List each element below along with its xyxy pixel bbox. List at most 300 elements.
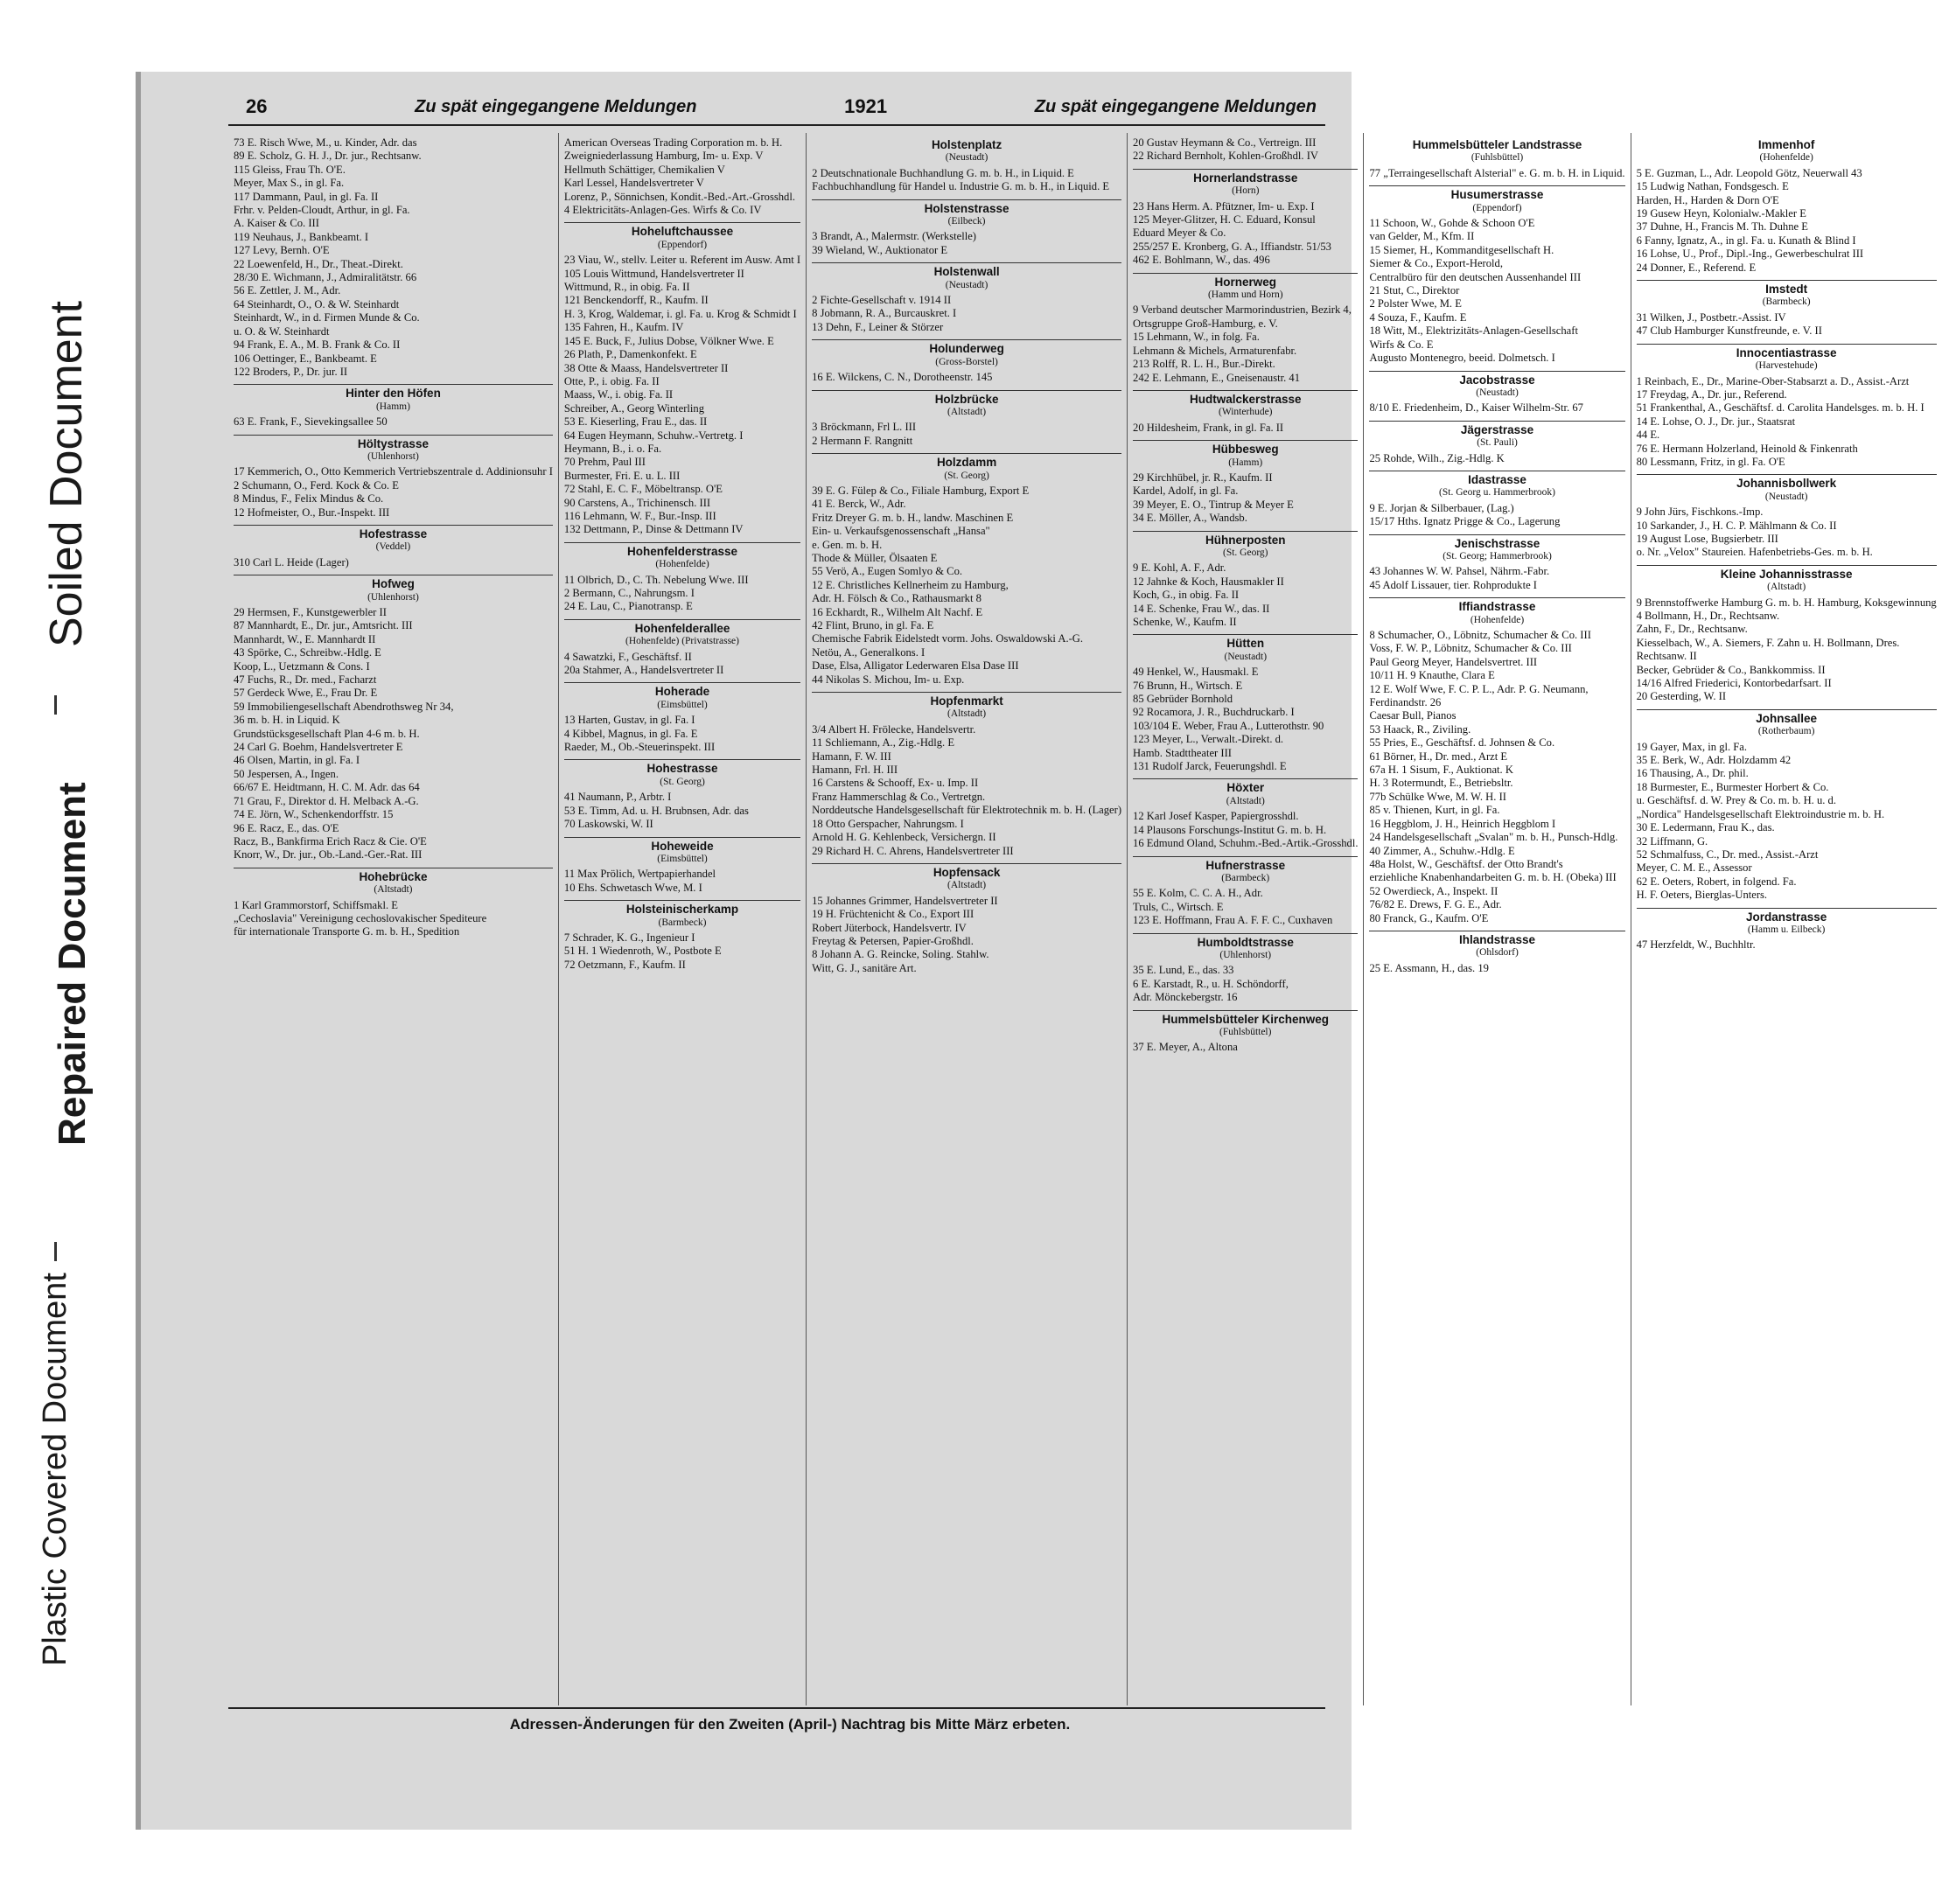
address-entry: 15 Siemer, H., Kommanditgesellschaft H. <box>1369 243 1554 256</box>
address-entry: 71 Grau, F., Direktor d. H. Melback A.-G. <box>234 794 419 807</box>
address-entry: 39 Meyer, E. O., Tintrup & Meyer E <box>1133 498 1294 511</box>
district-label: (St. Georg; Hammerbrook) <box>1443 550 1552 561</box>
address-entry: 145 E. Buck, F., Julius Dobse, Völkner Wwe. E <box>563 334 774 347</box>
address-entry: Hamann, F. W. III <box>812 750 891 763</box>
address-entry: 13 Dehn, F., Leiner & Störzer <box>812 320 944 333</box>
street-heading: Innocentiastrasse <box>1637 344 1937 359</box>
address-entry: 15 Ludwig Nathan, Fondsgesch. E <box>1636 180 1789 193</box>
street-heading: Idastrasse <box>1369 471 1624 486</box>
address-entry: 35 E. Lund, E., das. 33 <box>1133 964 1234 977</box>
address-entry: H. F. Oeters, Bierglas-Unters. <box>1636 889 1768 902</box>
address-entry: 10 Ehs. Schwetasch Wwe, M. I <box>563 881 702 894</box>
address-entry: 15/17 Hths. Ignatz Prigge & Co., Lagerung <box>1369 515 1561 528</box>
document-page <box>136 72 1937 1830</box>
address-entry: 2 Deutschnationale Buchhandlung G. m. b. H., in Liquid. E <box>812 166 1074 179</box>
address-entry: Zahn, F., Dr., Rechtsanw. <box>1636 623 1748 636</box>
address-entry: 21 Stut, C., Direktor <box>1369 284 1460 297</box>
address-entry: 43 Spörke, C., Schreibw.-Hdlg. E <box>234 646 381 659</box>
address-entry: 76 E. Hermann Holzerland, Heinold & Finkenrath <box>1636 442 1858 455</box>
address-entry: 8/10 E. Friedenheim, D., Kaiser Wilhelm-Str. 67 <box>1369 401 1583 415</box>
directory-columns <box>228 133 1937 1705</box>
address-entry: 123 E. Hoffmann, Frau A. F. F. C., Cuxhaven <box>1133 914 1333 927</box>
address-entry: 29 Richard H. C. Ahrens, Handelsvertreter III <box>812 844 1014 857</box>
address-entry: 4 Kibbel, Magnus, in gl. Fa. E <box>563 727 698 740</box>
directory-column <box>228 133 559 1705</box>
district-label: (Veddel) <box>375 541 411 553</box>
address-entry: 8 Mindus, F., Felix Mindus & Co. <box>234 492 384 506</box>
address-entry: 3 Brandt, A., Malermstr. (Werkstelle) <box>812 230 976 243</box>
district-label: (Hamm) <box>1228 457 1263 468</box>
address-entry: Fachbuchhandlung für Handel u. Industrie G. m. b. H., in Liquid. E <box>812 180 1110 193</box>
address-entry: A. Kaiser & Co. III <box>234 217 319 230</box>
district-label: (Altstadt) <box>947 880 987 891</box>
address-entry: Norddeutsche Handelsgesellschaft für Elektrotechnik m. b. H. (Lager) <box>812 804 1122 817</box>
address-entry: 12 E. Christliches Kellnerheim zu Hamburg, <box>812 578 1009 591</box>
address-entry: 73 E. Risch Wwe, M., u. Kinder, Adr. das <box>234 136 417 149</box>
address-entry: Adr. H. Fölsch & Co., Rathausmarkt 8 <box>812 592 981 605</box>
address-entry: Arnold H. G. Kehlenbeck, Versichergn. II <box>812 831 996 844</box>
address-entry: 51 H. 1 Wiedenroth, W., Postbote E <box>563 945 722 958</box>
separator-mark <box>54 695 57 715</box>
address-entry: H. 3, Krog, Waldemar, i. gl. Fa. u. Krog & Schmidt I <box>563 307 797 320</box>
address-entry: 77 „Terraingesellschaft Alsterial" e. G. m. b. H. in Liquid. <box>1369 166 1625 179</box>
address-entry: 2 Polster Wwe, M. E <box>1369 297 1462 310</box>
address-entry: Meyer, C. M. E., Assessor <box>1636 861 1752 875</box>
address-entry: 85 Gebrüder Bornhold <box>1133 693 1233 706</box>
address-entry: Thode & Müller, Ölsaaten E <box>812 551 938 564</box>
address-entry: Paul Georg Meyer, Handelsvertret. III <box>1369 655 1538 668</box>
address-entry: 122 Broders, P., Dr. jur. II <box>234 365 348 378</box>
district-label: (Hohenfelde) (Privatstrasse) <box>625 636 739 647</box>
address-entry: 32 Liffmann, G. <box>1636 834 1708 847</box>
address-entry: 14 Plausons Forschungs-Institut G. m. b. H. <box>1133 823 1327 836</box>
address-entry: 10 Sarkander, J., H. C. P. Mählmann & Co. II <box>1636 519 1837 532</box>
street-heading: Humboldtstrasse <box>1133 933 1358 949</box>
address-entry: 18 Otto Gerspacher, Nahrungsm. I <box>812 817 964 830</box>
address-entry: 57 Gerdeck Wwe, E., Frau Dr. E <box>234 687 378 700</box>
address-entry: 41 Naumann, P., Arbtr. I <box>563 791 672 804</box>
address-entry: Schenke, W., Kaufm. II <box>1133 616 1237 628</box>
street-heading: Hummelsbütteler Kirchenweg <box>1133 1010 1358 1026</box>
street-heading: Hornerweg <box>1133 273 1358 289</box>
address-entry: 4 Sawatzki, F., Geschäftsf. II <box>563 650 692 663</box>
district-label: (Eimsbüttel) <box>657 853 708 864</box>
address-entry: 19 H. Früchtenicht & Co., Export III <box>812 908 974 921</box>
address-entry: 18 Witt, M., Elektrizitäts-Anlagen-Gesellschaft <box>1369 324 1578 338</box>
address-entry: 24 Donner, E., Referend. E <box>1636 261 1757 274</box>
address-entry: Grundstücksgesellschaft Plan 4-6 m. b. H. <box>234 727 420 740</box>
address-entry: Zweigniederlassung Hamburg, Im- u. Exp. V <box>563 150 764 163</box>
address-entry: 8 Jobmann, R. A., Burcauskret. I <box>812 307 957 320</box>
district-label: (Eppendorf) <box>1472 202 1522 213</box>
street-heading: Holzbrücke <box>812 390 1121 406</box>
district-label: (Uhlenhorst) <box>367 450 419 462</box>
address-entry: 103/104 E. Weber, Frau A., Lutterothstr. 90 <box>1133 719 1324 732</box>
district-label: (Altstadt) <box>947 406 987 417</box>
address-entry: 64 Eugen Heymann, Schuhw.-Vertretg. I <box>563 429 744 442</box>
district-label: (Uhlenhorst) <box>1219 949 1272 960</box>
address-entry: Racz, B., Bankfirma Erich Racz & Cie. O'E <box>234 834 427 847</box>
address-entry: u. Geschäftsf. d. W. Prey & Co. m. b. H. u. d. <box>1636 794 1836 807</box>
district-label: (Gross-Borstel) <box>935 356 998 367</box>
address-entry: Knorr, W., Dr. jur., Ob.-Land.-Ger.-Rat. III <box>234 848 423 861</box>
address-entry: 22 Richard Bernholt, Kohlen-Großhdl. IV <box>1133 150 1318 163</box>
street-heading: Jordanstrasse <box>1637 908 1937 924</box>
address-entry: Mannhardt, W., E. Mannhardt II <box>234 632 376 645</box>
street-heading: Holstenplatz <box>931 138 1002 151</box>
address-entry: Schreiber, A., Georg Winterling <box>563 401 705 415</box>
address-entry: Augusto Montenegro, beeid. Dolmetsch. I <box>1369 352 1555 365</box>
district-label: (Hamm u. Eilbeck) <box>1747 924 1826 935</box>
address-entry: 63 E. Frank, F., Sievekingsallee 50 <box>234 415 388 429</box>
address-entry: 20 Gustav Heymann & Co., Vertreign. III <box>1133 136 1317 149</box>
address-entry: „Cechoslavia" Vereinigung cechoslovakischer Spediteure <box>234 911 487 924</box>
address-entry: Steinhardt, W., in d. Firmen Munde & Co. <box>234 311 420 324</box>
address-entry: Karl Lessel, Handelsvertreter V <box>563 177 704 190</box>
address-entry: Witt, G. J., sanitäre Art. <box>812 961 917 974</box>
street-heading: Hofweg <box>234 575 553 590</box>
district-label: (Ohlsdorf) <box>1476 947 1519 959</box>
street-heading: Johnsallee <box>1637 709 1937 725</box>
address-entry: 9 John Jürs, Fischkons.-Imp. <box>1636 506 1764 519</box>
address-entry: 64 Steinhardt, O., O. & W. Steinhardt <box>234 297 400 310</box>
address-entry: 24 E. Lau, C., Pianotransp. E <box>563 600 693 613</box>
address-entry: 89 E. Scholz, G. H. J., Dr. jur., Rechtsanw. <box>234 150 422 163</box>
address-entry: 39 E. G. Fülep & Co., Filiale Hamburg, Export E <box>812 484 1030 497</box>
address-entry: 76/82 E. Drews, F. G. E., Adr. <box>1369 898 1502 911</box>
address-entry: Franz Hammerschlag & Co., Vertretgn. <box>812 790 986 803</box>
address-entry: Harden, H., Harden & Dorn O'E <box>1636 193 1779 206</box>
address-entry: erziehliche Knabenhandarbeiten G. m. b. H. (Obeka) III <box>1369 871 1617 884</box>
district-label: (Rotherbaum) <box>1757 726 1815 737</box>
street-heading: Hohenfelderallee <box>564 619 800 635</box>
street-heading: Hopfensack <box>812 863 1121 879</box>
district-label: (St. Georg) <box>1222 547 1268 558</box>
address-entry: 40 Zimmer, A., Schuhw.-Hdlg. E <box>1369 844 1515 857</box>
address-entry: Siemer & Co., Export-Herold, <box>1369 257 1503 270</box>
address-entry: 87 Mannhardt, E., Dr. jur., Amtsricht. III <box>234 619 413 632</box>
address-entry: 105 Louis Wittmund, Handelsvertreter II <box>563 267 744 280</box>
address-entry: 20a Stahmer, A., Handelsvertreter II <box>563 664 724 677</box>
address-entry: 47 Fuchs, R., Dr. med., Facharzt <box>234 673 377 687</box>
address-entry: 310 Carl L. Heide (Lager) <box>234 555 349 568</box>
address-entry: 39 Wieland, W., Auktionator E <box>812 243 948 256</box>
address-entry: 19 Gayer, Max, in gl. Fa. <box>1636 740 1748 753</box>
address-entry: 49 Henkel, W., Hausmakl. E <box>1133 666 1259 679</box>
address-entry: Lehmann & Michels, Armaturenfabr. <box>1133 344 1297 357</box>
address-entry: o. Nr. „Velox" Staureien. Hafenbetriebs-Ges. m. b. H. <box>1636 546 1873 559</box>
address-entry: 72 Oetzmann, F., Kaufm. II <box>563 958 686 971</box>
street-heading: Holstenwall <box>812 262 1121 278</box>
address-entry: 213 Rolff, R. L. H., Bur.-Direkt. <box>1133 358 1275 371</box>
street-heading: Hummelsbütteler Landstrasse <box>1412 138 1582 151</box>
address-entry: Fritz Dreyer G. m. b. H., landw. Maschinen E <box>812 511 1014 524</box>
address-entry: 28/30 E. Wichmann, J., Admiralitätstr. 66 <box>234 271 417 284</box>
street-heading: Holzdamm <box>812 453 1121 469</box>
address-entry: 13 Harten, Gustav, in gl. Fa. I <box>563 714 695 727</box>
street-heading: Kleine Johannisstrasse <box>1637 565 1937 581</box>
district-label: (Eimsbüttel) <box>657 699 708 710</box>
district-label: (Hamm) <box>375 401 410 412</box>
address-entry: 11 Olbrich, D., C. Th. Nebelung Wwe. III <box>563 573 749 586</box>
address-entry: Wirfs & Co. E <box>1369 338 1434 351</box>
address-entry: 35 E. Berk, W., Adr. Holzdamm 42 <box>1636 754 1792 767</box>
address-entry: Kiesselbach, W., A. Siemers, F. Zahn u. H. Bollmann, Dres. <box>1636 636 1900 649</box>
page-number: 26 <box>246 95 268 117</box>
address-entry: Heymann, B., i. o. Fa. <box>563 442 662 455</box>
address-entry: 52 Schmalfuss, C., Dr. med., Assist.-Arzt <box>1636 847 1819 861</box>
district-label: (Altstadt) <box>1226 795 1265 806</box>
address-entry: Rechtsanw. II <box>1636 650 1697 663</box>
address-entry: 1 Reinbach, E., Dr., Marine-Ober-Stabsarzt a. D., Assist.-Arzt <box>1636 374 1910 387</box>
district-label: (Barmbeck) <box>1762 296 1811 308</box>
address-entry: 17 Freydag, A., Dr. jur., Referend. <box>1636 387 1787 401</box>
address-entry: 92 Rocamora, J. R., Buchdruckarb. I <box>1133 706 1295 719</box>
address-entry: 1 Karl Grammorstorf, Schiffsmakl. E <box>234 898 398 911</box>
address-entry: 55 E. Kolm, C. C. A. H., Adr. <box>1133 887 1263 900</box>
street-heading: Hühnerposten <box>1133 531 1358 547</box>
address-entry: 2 Fichte-Gesellschaft v. 1914 II <box>812 294 952 307</box>
address-entry: Wittmund, R., in obig. Fa. II <box>563 281 690 294</box>
address-entry: 53 E. Kieserling, Frau E., das. II <box>563 415 708 429</box>
address-entry: 16 Thausing, A., Dr. phil. <box>1636 767 1749 780</box>
address-entry: 462 E. Bohlmann, W., das. 496 <box>1133 254 1270 267</box>
address-entry: 25 Rohde, Wilh., Zig.-Hdlg. K <box>1369 451 1505 464</box>
district-label: (Barmbeck) <box>658 917 707 928</box>
district-label: (Altstadt) <box>1767 582 1806 593</box>
district-label: (St. Georg) <box>660 776 705 787</box>
district-label: (St. Pauli) <box>1477 437 1518 449</box>
address-entry: Meyer, Max S., in gl. Fa. <box>234 177 345 190</box>
address-entry: Maass, W., i. obig. Fa. II <box>563 388 674 401</box>
address-entry: Robert Jüterbock, Handelsvertr. IV <box>812 921 967 934</box>
street-heading: Hopfenmarkt <box>812 692 1121 708</box>
address-entry: 44 Nikolas S. Michou, Im- u. Exp. <box>812 673 965 686</box>
street-heading: Jägerstrasse <box>1369 421 1624 436</box>
address-entry: 16 Eckhardt, R., Wilhelm Alt Nachf. E <box>812 605 983 618</box>
address-entry: 19 Gusew Heyn, Kolonialw.-Makler E <box>1636 207 1806 220</box>
address-entry: 76 Brunn, H., Wirtsch. E <box>1133 679 1243 692</box>
address-entry: 52 Owerdieck, A., Inspekt. II <box>1369 884 1498 897</box>
address-entry: 9 E. Jorjan & Silberbauer, (Lag.) <box>1369 501 1514 514</box>
repaired-document-label: Repaired Document <box>51 782 94 1146</box>
street-heading: Höltystrasse <box>234 435 553 450</box>
street-heading: Hohenfelderstrasse <box>564 542 800 558</box>
address-entry: 11 Schliemann, A., Zig.-Hdlg. E <box>812 736 955 750</box>
plastic-covered-label: Plastic Covered Document <box>37 1273 73 1666</box>
district-label: (Fuhlsbüttel) <box>1470 152 1524 164</box>
address-entry: Chemische Fabrik Eidelstedt vorm. Johs. Oswaldowski A.-G. <box>812 632 1084 645</box>
directory-column <box>1631 133 1942 1705</box>
address-entry: 47 Club Hamburger Kunstfreunde, e. V. II <box>1636 324 1822 338</box>
street-heading: Hinter den Höfen <box>234 384 553 400</box>
address-entry: Ein- u. Verkaufsgenossenschaft „Hansa" <box>812 525 990 538</box>
district-label: (Hamm und Horn) <box>1207 289 1283 301</box>
district-label: (Hohenfelde) <box>1470 614 1525 625</box>
address-entry: 41 E. Berck, W., Adr. <box>812 498 906 511</box>
address-entry: 42 Flint, Bruno, in gl. Fa. E <box>812 619 934 631</box>
district-label: (Neustadt) <box>1224 651 1268 662</box>
address-entry: 56 E. Zettler, J. M., Adr. <box>234 284 341 297</box>
address-entry: van Gelder, M., Kfm. II <box>1369 230 1475 243</box>
address-entry: Dase, Elsa, Alligator Lederwaren Elsa Dase III <box>812 659 1019 673</box>
directory-column <box>1364 133 1631 1705</box>
address-entry: 7 Schrader, K. G., Ingenieur I <box>563 931 695 944</box>
street-heading: Johannisbollwerk <box>1637 474 1937 490</box>
address-entry: 12 E. Wolf Wwe, F. C. P. L., Adr. P. G. Neumann, <box>1369 682 1589 695</box>
street-heading: Hütten <box>1133 634 1358 650</box>
street-heading: Hübbesweg <box>1133 440 1358 456</box>
street-heading: Holstenstrasse <box>812 199 1121 215</box>
address-entry: 55 Verö, A., Eugen Somlyo & Co. <box>812 565 963 578</box>
district-label: (Harvestehude) <box>1755 360 1818 372</box>
address-entry: 70 Prehm, Paul III <box>563 456 646 469</box>
district-label: (Neustadt) <box>1764 491 1808 502</box>
soiled-document-label: Soiled Document <box>41 301 92 647</box>
address-entry: 135 Fahren, H., Kaufm. IV <box>563 321 684 334</box>
address-entry: 5 E. Guzman, L., Adr. Leopold Götz, Neuerwall 43 <box>1636 166 1862 179</box>
address-entry: 132 Dettmann, P., Dinse & Dettmann IV <box>563 523 744 536</box>
district-label: (Hohenfelde) <box>655 559 709 570</box>
address-entry: Eduard Meyer & Co. <box>1133 227 1226 240</box>
address-entry: 123 Meyer, L., Verwalt.-Direkt. d. <box>1133 733 1284 746</box>
district-label: (Winterhude) <box>1219 407 1273 418</box>
street-heading: Höxter <box>1133 778 1358 794</box>
address-entry: Kardel, Adolf, in gl. Fa. <box>1133 485 1239 498</box>
address-entry: 16 Carstens & Schooff, Ex- u. Imp. II <box>812 777 979 790</box>
address-entry: 14/16 Alfred Friederici, Kontorbedarfsart. II <box>1636 677 1832 690</box>
address-entry: 85 v. Thienen, Kurt, in gl. Fa. <box>1369 804 1500 817</box>
footer-rule <box>228 1707 1325 1709</box>
address-entry: 48a Holst, W., Geschäftsf. der Otto Brandt's <box>1369 857 1563 870</box>
address-entry: 15 Johannes Grimmer, Handelsvertreter II <box>812 894 998 907</box>
address-entry: 6 E. Karstadt, R., u. H. Schöndorff, <box>1133 977 1289 990</box>
address-entry: 14 E. Lohse, O. J., Dr. jur., Staatsrat <box>1636 415 1796 428</box>
address-entry: 16 Lohse, U., Prof., Dipl.-Ing., Gewerbeschulrat III <box>1636 248 1864 261</box>
address-entry: 59 Immobiliengesellschaft Abendrothsweg Nr 34, <box>234 700 454 713</box>
district-label: (Horn) <box>1232 185 1260 197</box>
address-entry: 70 Laskowski, W. II <box>563 818 653 831</box>
address-entry: American Overseas Trading Corporation m. b. H. <box>563 136 783 149</box>
address-entry: 11 Max Prölich, Wertpapierhandel <box>563 868 716 881</box>
address-entry: 16 Edmund Oland, Schuhm.-Bed.-Artik.-Grosshdl. <box>1133 837 1359 850</box>
address-entry: 22 Loewenfeld, H., Dr., Theat.-Direkt. <box>234 257 403 270</box>
directory-column <box>559 133 807 1705</box>
address-entry: 53 E. Timm, Ad. u. H. Brubnsen, Adr. das <box>563 804 749 817</box>
street-heading: Hornerlandstrasse <box>1133 169 1358 185</box>
address-entry: 80 Lessmann, Fritz, in gl. Fa. O'E <box>1636 455 1785 468</box>
address-entry: 121 Benckendorff, R., Kaufm. II <box>563 294 709 307</box>
address-entry: 12 Karl Josef Kasper, Papiergrosshdl. <box>1133 810 1299 823</box>
directory-column <box>807 133 1128 1705</box>
address-entry: 14 E. Schenke, Frau W., das. II <box>1133 602 1270 615</box>
address-entry: Netöu, A., Generalkons. I <box>812 645 926 659</box>
address-entry: 8 Johann A. G. Reincke, Soling. Stahlw. <box>812 948 989 961</box>
address-entry: 80 Franck, G., Kaufm. O'E <box>1369 911 1489 924</box>
address-entry: 24 Handelsgesellschaft „Svalan" m. b. H., Punsch-Hdlg. <box>1369 831 1618 844</box>
address-entry: 31 Wilken, J., Postbetr.-Assist. IV <box>1636 310 1786 324</box>
address-entry: 72 Stahl, E. C. F., Möbeltransp. O'E <box>563 483 723 496</box>
address-entry: Voss, F. W. P., Löbnitz, Schumacher & Co. III <box>1369 642 1572 655</box>
address-entry: 12 Hofmeister, O., Bur.-Inspekt. III <box>234 506 390 519</box>
address-entry: 37 E. Meyer, A., Altona <box>1133 1041 1238 1054</box>
address-entry: 19 August Lose, Bugsierbetr. III <box>1636 532 1778 545</box>
address-entry: 74 E. Jörn, W., Schenkendorffstr. 15 <box>234 808 394 821</box>
separator-mark <box>54 1242 57 1261</box>
address-entry: 9 Verband deutscher Marmorindustrien, Bezirk 4, <box>1133 303 1352 317</box>
header-left-title: Zu spät eingegangene Meldungen <box>415 96 697 116</box>
address-entry: 55 Pries, E., Geschäftsf. d. Johnsen & Co. <box>1369 736 1555 750</box>
address-entry: Burmester, Fri. E. u. L. III <box>563 469 681 482</box>
street-heading: Hudtwalckerstrasse <box>1133 390 1358 406</box>
street-heading: Husumerstrasse <box>1369 185 1624 201</box>
address-entry: Adr. Mönckebergstr. 16 <box>1133 991 1238 1004</box>
address-entry: 16 Heggblom, J. H., Heinrich Heggblom I <box>1369 817 1556 830</box>
street-heading: Jenischstrasse <box>1369 534 1624 550</box>
address-entry: 10/11 H. 9 Knauthe, Clara E <box>1369 669 1495 682</box>
address-entry: Hellmuth Schättiger, Chemikalien V <box>563 163 725 176</box>
address-entry: 29 Hermsen, F., Kunstgewerbler II <box>234 606 387 618</box>
header-rule <box>228 124 1325 126</box>
street-heading: Hofestrasse <box>234 525 553 541</box>
address-entry: Otte, P., i. obig. Fa. II <box>563 374 660 387</box>
district-label: (Eppendorf) <box>657 239 708 250</box>
address-entry: 131 Rudolf Jarck, Feuerungshdl. E <box>1133 760 1287 773</box>
street-heading: Imstedt <box>1637 280 1937 296</box>
address-entry: 96 E. Racz, E., das. O'E <box>234 821 339 834</box>
address-entry: 242 E. Lehmann, E., Gneisenaustr. 41 <box>1133 371 1300 384</box>
address-entry: Freytag & Petersen, Papier-Großhdl. <box>812 934 974 947</box>
district-label: (Uhlenhorst) <box>367 591 419 603</box>
address-entry: 4 Souza, F., Kaufm. E <box>1369 310 1467 324</box>
district-label: (Barmbeck) <box>1221 872 1270 883</box>
footer-note: Adressen-Änderungen für den Zweiten (April-) Nachtrag bis Mitte März erbeten. <box>509 1716 1071 1733</box>
address-entry: 67a H. 1 Sisum, F., Auktionat. K <box>1369 764 1513 777</box>
address-entry: Frhr. v. Pelden-Cloudt, Arthur, in gl. Fa. <box>234 204 410 217</box>
district-label: (Fuhlsbüttel) <box>1219 1026 1272 1037</box>
address-entry: Truls, C., Wirtsch. E <box>1133 900 1224 913</box>
district-label: (Eilbeck) <box>947 216 986 227</box>
address-entry: 4 Elektricitäts-Anlagen-Ges. Wirfs & Co. IV <box>563 204 762 217</box>
address-entry: 119 Neuhaus, J., Bankbeamt. I <box>234 230 369 243</box>
directory-column <box>1128 133 1364 1705</box>
address-entry: 3/4 Albert H. Frölecke, Handelsvertr. <box>812 722 976 736</box>
address-entry: e. Gen. m. b. H. <box>812 538 883 551</box>
district-label: (Neustadt) <box>1476 387 1519 398</box>
district-label: (Altstadt) <box>947 708 987 720</box>
address-entry: 50 Jespersen, A., Ingen. <box>234 767 339 780</box>
address-entry: 77b Schülke Wwe, M. W. H. II <box>1369 790 1506 803</box>
address-entry: 36 m. b. H. in Liquid. K <box>234 714 340 727</box>
street-heading: Holsteinischerkamp <box>564 900 800 916</box>
address-entry: 18 Burmester, E., Burmester Horbert & Co. <box>1636 780 1829 793</box>
address-entry: Ortsgruppe Groß-Hamburg, e. V. <box>1133 317 1278 330</box>
sidebar-labels <box>0 0 131 1904</box>
page-header <box>246 89 1317 124</box>
address-entry: 46 Olsen, Martin, in gl. Fa. I <box>234 754 360 767</box>
address-entry: 26 Plath, P., Damenkonfekt. E <box>563 348 697 361</box>
address-entry: 106 Oettinger, E., Bankbeamt. E <box>234 352 377 365</box>
district-label: (Altstadt) <box>374 884 413 896</box>
street-heading: Ihlandstrasse <box>1369 931 1624 946</box>
address-entry: 117 Dammann, Paul, in gl. Fa. II <box>234 190 379 203</box>
address-entry: 127 Levy, Bernh. O'E <box>234 244 330 257</box>
address-entry: 25 E. Assmann, H., das. 19 <box>1369 961 1489 974</box>
address-entry: Koop, L., Uetzmann & Cons. I <box>234 659 370 673</box>
address-entry: 43 Johannes W. W. Pahsel, Nährm.-Fabr. <box>1369 565 1550 578</box>
street-heading: Hoherade <box>564 682 800 698</box>
address-entry: 51 Frankenthal, A., Geschäftsf. d. Carolita Handelsges. m. b. H. I <box>1636 401 1925 415</box>
